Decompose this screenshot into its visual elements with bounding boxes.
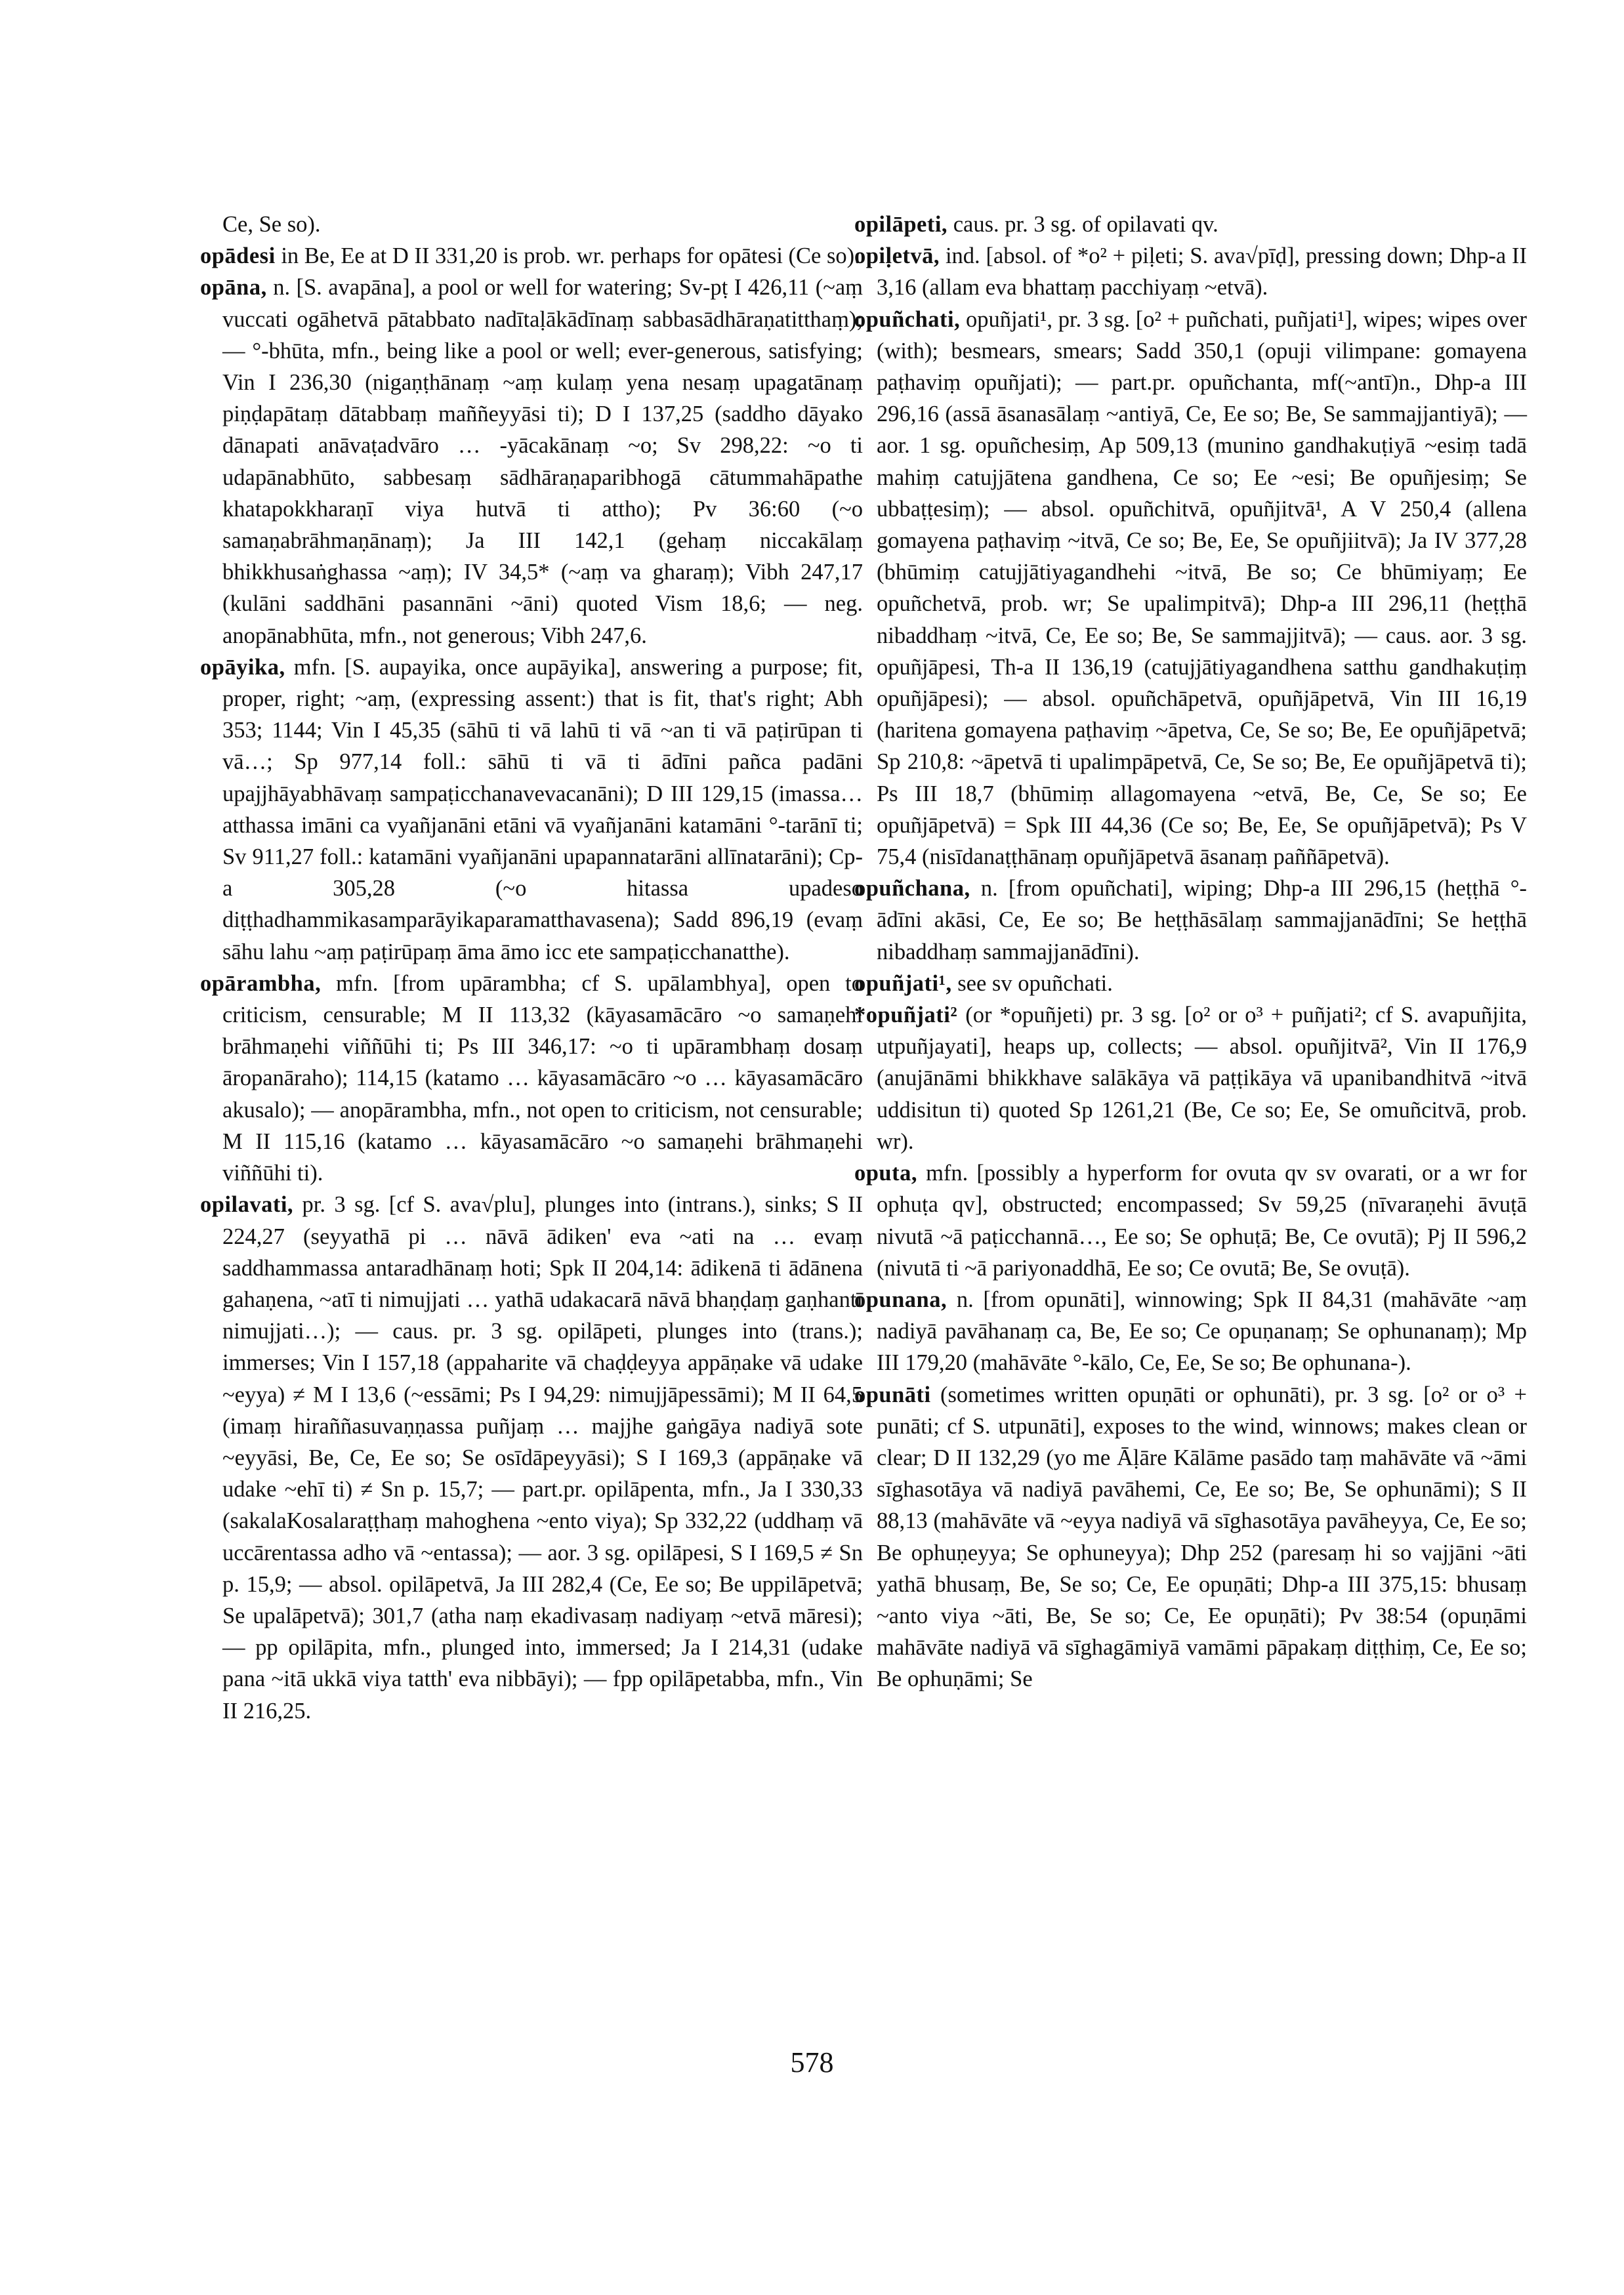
entry-headword: opāyika, — [200, 654, 285, 680]
entry-body: opuñjati¹, pr. 3 sg. [o² + puñchati, puñjati¹], wipes; wipes over (with); besmears, smears; Sadd 350,1 (opuji vilimpane: gomayena paṭhaviṃ opuñjati); — part.pr. opuñchanta, mf(~antī)n., Dhp-a III 296,16 (assā āsanasālaṃ ~antiyā, Ce, Ee so; Be, Se sammajjantiyā); — aor. 1 sg. opuñchesiṃ, Ap 509,13 (munino gandhakuṭiyā ~esiṃ tadā mahiṃ catujjātena gandhena, Ce so; Ee ~esi; Be opuñjesiṃ; Se ubbaṭṭesiṃ); — absol. opuñchitvā, opuñjitvā¹, A V 250,4 (allena gomayena paṭhaviṃ ~itvā, Ce so; Be, Ee, Se opuñjiitvā); Ja IV 377,28 (bhūmiṃ catujjātiyagandhehi ~itvā, Be so; Ce bhūmiyaṃ; Ee opuñchetvā, prob. wr; Se upalimpitvā); Dhp-a III 296,11 (heṭṭhā nibaddhaṃ ~itvā, Ce, Ee so; Be, Se sammajjitvā); — caus. aor. 3 sg. opuñjāpesi, Th-a II 136,19 (catujjātiyagandhena satthu gandhakuṭiṃ opuñjāpesi); — absol. opuñchāpetvā, opuñjāpetvā, Vin III 16,19 (haritena gomayena paṭhaviṃ ~āpetva, Ce, Se so; Be, Ee opuñjāpetvā; Sp 210,8: ~āpetvā ti upalimpāpetvā, Ce, Se so; Be, Ee opuñjāpetvā ti); Ps III 18,7 (bhūmiṃ allagomayena ~etvā, Be, Ce, Se so; Ee opuñjāpetvā) = Spk III 44,36 (Ce so; Be, Ee, Se opuñjāpetvā); Ps V 75,4 (nisīdanaṭṭhānaṃ opuñjāpetvā āsanaṃ paññāpetvā). — [877, 306, 1528, 870]
entry-body: mfn. [possibly a hyperform for ovuta qv sv ovarati, or a wr for ophuṭa qv], obstructed; encompassed; Sv 59,25 (nīvaraṇehi āvuṭā nivutā ~ā paṭicchannā…, Ee so; Se ophuṭā; Be, Ce ovutā); Pj II 596,2 (nivutā ti ~ā pariyonaddhā, Ee so; Ce ovutā; Be, Se ovuṭā). — [877, 1161, 1527, 1281]
left-column — [200, 209, 863, 1727]
entry-body: n. [from opunāti], winnowing; Spk II 84,31 (mahāvāte ~aṃ nadiyā pavāhanaṃ ca, Be, Ee so; Ce opuṇanaṃ; Se ophunanaṃ); Mp III 179,20 (mahāvāte °-kālo, Ce, Ee, Se so; Be ophunana-). — [877, 1287, 1528, 1376]
dictionary-entry — [200, 968, 863, 1189]
entry-headword: opunana, — [854, 1287, 947, 1312]
entry-headword: opuñjati¹, — [854, 970, 952, 996]
dictionary-entry — [200, 272, 863, 651]
dictionary-entry — [200, 651, 863, 968]
dictionary-entry — [854, 1284, 1527, 1379]
dictionary-entry — [854, 1379, 1527, 1695]
entry-headword: opilāpeti, — [854, 212, 948, 237]
entry-body: pr. 3 sg. [cf S. ava√plu], plunges into (intrans.), sinks; S II 224,27 (seyyathā pi … nāvā ādiken' eva ~ati na … evaṃ saddhammassa antaradhānaṃ hoti; Spk II 204,14: ādikenā ti ādānena gahaṇena, ~atī ti nimujjati … yathā udakacarā nāvā bhaṇḍaṃ gaṇhantī nimujjati…); — caus. pr. 3 sg. opilāpeti, plunges into (trans.); immerses; Vin I 157,18 (appaharite vā chaḍḍeyya appāṇake vā udake ~eyya) ≠ M I 13,6 (~essāmi; Ps I 94,29: nimujjāpessāmi); M II 64,5 (imaṃ hiraññasuvaṇṇassa puñjaṃ … majjhe gaṅgāya nadiyā sote ~eyyāsi, Be, Ce, Ee so; Se osīdāpeyyāsi); S I 169,3 (appāṇake vā udake ~ehī ti) ≠ Sn p. 15,7; — part.pr. opilāpenta, mfn., Ja I 330,33 (sakalaKosalaraṭṭhaṃ mahoghena ~ento viya); Sp 332,22 (uddhaṃ vā uccārentassa adho vā ~entassa); — aor. 3 sg. opilāpesi, S I 169,5 ≠ Sn p. 15,9; — absol. opilāpetvā, Ja III 282,4 (Ce, Ee so; Be uppilāpetvā; Se upalāpetvā); 301,7 (atha naṃ ekadivasaṃ nadiyaṃ ~etvā māresi); — pp opilāpita, mfn., plunged into, immersed; Ja I 214,31 (udake pana ~itā ukkā viya tatth' eva nibbāyi); — fpp opilāpetabba, mfn., Vin II 216,25. — [222, 1192, 863, 1724]
entry-body: (sometimes written opuṇāti or ophunāti), pr. 3 sg. [o² or o³ + punāti; cf S. utpunāti], exposes to the wind, winnows; makes clean or clear; D II 132,29 (yo me Āḷāre Kālāme pasādo taṃ mahāvāte vā ~āmi sīghasotāya vā nadiyā pavāhemi, Ce, Ee so; Be, Se ophunāmi); S II 88,13 (mahāvāte vā ~eyya nadiyā vā sīghasotāya pavāheyya, Ce, Ee so; Be ophuṇeyya; Se ophuneyya); Dhp 252 (paresaṃ hi so vajjāni ~āti yathā bhusaṃ, Be, Se so; Ce, Ee opuṇāti; Dhp-a III 375,15: bhusaṃ ~anto viya ~āti, Be, Se so; Ce, Ee opuṇāti); Pv 38:54 (opuṇāmi mahāvāte nadiyā vā sīghagāmiyā vamāmi pāpakaṃ diṭṭhiṃ, Ce, Ee so; Be ophuṇāmi; Se — [877, 1382, 1528, 1692]
page-number: 578 — [790, 2046, 834, 2078]
entry-headword: opiḷetvā, — [854, 243, 940, 269]
dictionary-entry — [854, 873, 1527, 968]
entry-body: ind. [absol. of *o² + piḷeti; S. ava√pīḍ], pressing down; Dhp-a II 3,16 (allam eva bhattaṃ pacchiyaṃ ~etvā). — [877, 243, 1528, 300]
dictionary-entry — [200, 1189, 863, 1726]
entry-headword: oputa, — [854, 1161, 917, 1186]
entry-headword: opunāti — [854, 1382, 931, 1407]
entry-body: in Be, Ee at D II 331,20 is prob. wr. perhaps for opātesi (Ce so). — [281, 243, 860, 269]
entry-headword: opārambha, — [200, 970, 322, 996]
entry-headword: opāna, — [200, 275, 267, 300]
right-column — [854, 209, 1527, 1695]
entry-body: n. [S. avapāna], a pool or well for watering; Sv-pṭ I 426,11 (~aṃ vuccati ogāhetvā pātabbato nadītaḷākādīnaṃ sabbasādhāraṇatitthaṃ); — °-bhūta, mfn., being like a pool or well; ever-generous, satisfying; Vin I 236,30 (nigaṇṭhānaṃ ~aṃ kulaṃ yena nesaṃ upagatānaṃ piṇḍapātaṃ dātabbaṃ maññeyyāsi ti); D I 137,25 (saddho dāyako dānapati anāvaṭadvāro … -yācakānaṃ ~o; Sv 298,22: ~o ti udapānabhūto, sabbesaṃ sādhāraṇaparibhogā cātummahāpathe khatapokkharaṇī viya hutvā ti attho); Pv 36:60 (~o samaṇabrāhmaṇānaṃ); Ja III 142,1 (gehaṃ niccakālaṃ bhikkhusaṅghassa ~aṃ); IV 34,5* (~aṃ va gharaṃ); Vibh 247,17 (kulāni saddhāni pasannāni ~āni) quoted Vism 18,6; — neg. anopānabhūta, mfn., not generous; Vibh 247,6. — [222, 275, 864, 648]
entry-body: see sv opuñchati. — [957, 970, 1113, 996]
entry-body: n. [from opuñchati], wiping; Dhp-a III 296,15 (heṭṭhā °-ādīni akāsi, Ce, Ee so; Be heṭṭhāsālaṃ sammajjanādīni; Se heṭṭhā nibaddhaṃ sammajjanādīni). — [877, 876, 1528, 964]
dictionary-entry — [854, 968, 1527, 999]
dictionary-entry — [854, 240, 1527, 303]
entry-headword: opilavati, — [200, 1192, 294, 1218]
dictionary-entry — [200, 209, 863, 240]
entry-headword: *opuñjati² — [854, 1003, 958, 1028]
dictionary-entry — [200, 240, 863, 272]
dictionary-entry — [854, 1157, 1527, 1284]
entry-body: mfn. [from upārambha; cf S. upālambhya], open to criticism, censurable; M II 113,32 (kāyasamācāro ~o samaṇehi brāhmaṇehi viññūhi ti; Ps III 346,17: ~o ti upārambhaṃ dosaṃ āropanāraho); 114,15 (katamo … kāyasamācāro ~o … kāyasamācāro akusalo); — anopārambha, mfn., not open to criticism, not censurable; M II 115,16 (katamo … kāyasamācāro ~o samaṇehi brāhmaṇehi viññūhi ti). — [222, 970, 863, 1186]
entry-headword: opuñchana, — [854, 876, 970, 901]
dictionary-entry — [854, 999, 1527, 1157]
dictionary-entry — [854, 209, 1527, 240]
entry-body: Ce, Se so). — [222, 212, 321, 237]
entry-body: (or *opuñjeti) pr. 3 sg. [o² or o³ + puñjati²; cf S. avapuñjita, utpuñjayati], heaps up, collects; — absol. opuñjitvā², Vin II 176,9 (anujānāmi bhikkhave salākāya vā paṭṭikāya vā upanibandhitvā ~itvā uddisitun ti) quoted Sp 1261,21 (Be, Ce so; Ee, Se omuñcitvā, prob. wr). — [877, 1003, 1527, 1154]
dictionary-entry — [854, 304, 1527, 873]
entry-headword: opādesi — [200, 243, 276, 269]
entry-headword: opuñchati, — [854, 306, 961, 332]
entry-body: caus. pr. 3 sg. of opilavati qv. — [953, 212, 1218, 237]
entry-body: mfn. [S. aupayika, once aupāyika], answering a purpose; fit, proper, right; ~aṃ, (expressing assent:) that is fit, that's right; Abh 353; 1144; Vin I 45,35 (sāhū ti vā lahū ti vā ~an ti vā paṭirūpan ti vā…; Sp 977,14 foll.: sāhū ti vā ti ādīni pañca padāni upajjhāyabhāvaṃ sampaṭicchanavevacanāni); D III 129,15 (imassa… atthassa imāni ca vyañjanāni etāni vā vyañjanāni katamāni °-tarānī ti; Sv 911,27 foll.: katamāni vyañjanāni upapannatarāni allīnatarāni); Cp-a 305,28 (~o hitassa upadeso diṭṭhadhammikasamparāyikaparamatthavasena); Sadd 896,19 (evaṃ sāhu lahu ~aṃ paṭirūpaṃ āma āmo icc ete sampaṭicchanatthe). — [222, 654, 863, 964]
